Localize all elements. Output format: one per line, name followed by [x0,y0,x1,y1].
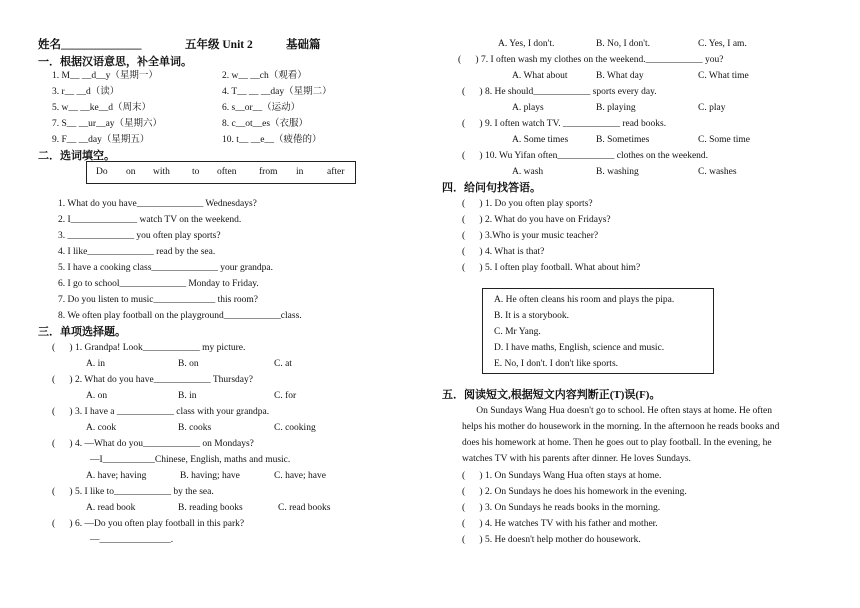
mc-option: B. What day [596,71,644,81]
mc-question: ( ) 3. I have a ____________ class with your grandpa. [52,407,270,417]
passage-line: On Sundays Wang Hua doesn't go to school. He often stays at home. He often [462,406,772,416]
word-item: 6. s__or__（运动） [222,103,301,113]
word-bank-word: on [126,167,136,177]
mc-option: A. plays [512,103,544,113]
answer-option: B. It is a storybook. [494,311,569,321]
mc-option: C. Yes, I am. [698,39,747,49]
match-question: ( ) 5. I often play football. What about him? [462,263,641,273]
tf-statement: ( ) 1. On Sundays Wang Hua often stays at home. [462,471,662,481]
passage-line: does his homework at home. Then he goes out to play football. In the evening, he [462,438,772,448]
word-bank-word: Do [96,167,108,177]
mc-option: C. for [274,391,297,401]
fill-blank-item: 1. What do you have______________ Wednesdays? [58,199,257,209]
mc-option: A. Some times [512,135,569,145]
tf-statement: ( ) 3. On Sundays he reads books in the morning. [462,503,661,513]
answer-option: C. Mr Yang. [494,327,541,337]
passage-line: watches TV with his parents after dinner. He loves Sundays. [462,454,691,464]
tf-statement: ( ) 4. He watches TV with his father and mother. [462,519,658,529]
mc-option: C. at [274,359,292,369]
tf-statement: ( ) 5. He doesn't help mother do housework. [462,535,641,545]
mc-question: ( ) 8. He should____________ sports every day. [462,87,657,97]
mc-question: ( ) 4. —What do you____________ on Mondays? [52,439,254,449]
word-bank-word: in [296,167,304,177]
level-title: 基础篇 [286,39,321,51]
mc-question: ( ) 6. —Do you often play football in this park? [52,519,245,529]
fill-blank-item: 8. We often play football on the playground____________class. [58,311,302,321]
section5-title: 五．阅读短文,根据短文内容判断正(T)误(F)。 [442,389,661,401]
grade-unit-title: 五年级 Unit 2 [185,39,253,51]
match-question: ( ) 4. What is that? [462,247,545,257]
mc-option: A. on [86,391,108,401]
word-bank-word: with [153,167,170,177]
name-field-label: 姓名______________ [38,39,142,51]
mc-option: C. What time [698,71,749,81]
answer-option: A. He often cleans his room and plays the pipa. [494,295,675,305]
match-question: ( ) 3.Who is your music teacher? [462,231,599,241]
fill-blank-item: 7. Do you listen to music_____________ this room? [58,295,259,305]
mc-option: B. playing [596,103,636,113]
mc-option: A. have; having [86,471,147,481]
mc-question: ( ) 2. What do you have____________ Thursday? [52,375,253,385]
mc-question-line2: —_______________. [90,535,174,545]
word-bank-word: to [192,167,200,177]
mc-option: C. cooking [274,423,316,433]
match-question: ( ) 1. Do you often play sports? [462,199,593,209]
word-item: 3. r__ __d（读） [52,87,120,97]
mc-option: A. wash [512,167,544,177]
mc-option: A. in [86,359,105,369]
mc-option: A. What about [512,71,568,81]
mc-option: A. cook [86,423,117,433]
mc-option: B. in [178,391,197,401]
answer-option: E. No, I don't. I don't like sports. [494,359,619,369]
word-item: 9. F__ __day（星期五） [52,135,150,145]
answers-box [482,288,714,374]
fill-blank-item: 4. I like______________ read by the sea. [58,247,216,257]
mc-option: C. Some time [698,135,750,145]
word-item: 8. c__ot__es（衣服） [222,119,309,129]
tf-statement: ( ) 2. On Sundays he does his homework in the evening. [462,487,687,497]
word-item: 10. t__ __e__（疲倦的） [222,135,322,145]
mc-option: B. washing [596,167,639,177]
mc-question: ( ) 5. I like to____________ by the sea. [52,487,214,497]
mc-option: B. reading books [178,503,243,513]
mc-option: C. have; have [274,471,326,481]
mc-option: B. cooks [178,423,212,433]
section1-title: 一．根据汉语意思，补全单词。 [38,56,192,68]
mc-option: B. on [178,359,199,369]
mc-question-line2: —I___________Chinese, English, maths and music. [90,455,291,465]
mc-option: A. Yes, I don't. [498,39,555,49]
mc-question: ( ) 1. Grandpa! Look____________ my picture. [52,343,246,353]
section4-title: 四．给问句找答语。 [442,182,541,194]
mc-question: ( ) 9. I often watch TV. ____________ read books. [462,119,667,129]
fill-blank-item: 6. I go to school______________ Monday to Friday. [58,279,259,289]
mc-option: C. read books [278,503,331,513]
word-item: 5. w__ __ke__d（周末） [52,103,151,113]
mc-question: ( ) 10. Wu Yifan often____________ clothes on the weekend. [462,151,709,161]
fill-blank-item: 2. I______________ watch TV on the weekend. [58,215,242,225]
answer-option: D. I have maths, English, science and music. [494,343,665,353]
mc-option: B. No, I don't. [596,39,650,49]
word-item: 4. T__ __ __day（星期二） [222,87,332,97]
word-bank-word: after [327,167,345,177]
word-bank-box [86,161,356,184]
passage-line: helps his mother do housework in the morning. In the afternoon he reads books and [462,422,780,432]
word-item: 7. S__ __ur__ay（星期六） [52,119,163,129]
fill-blank-item: 3. ______________ you often play sports? [58,231,221,241]
word-item: 1. M__ __d__y（星期一） [52,71,158,81]
match-question: ( ) 2. What do you have on Fridays? [462,215,611,225]
mc-option: B. having; have [180,471,240,481]
word-item: 2. w__ __ch（观看） [222,71,307,81]
mc-option: A. read book [86,503,136,513]
fill-blank-item: 5. I have a cooking class______________ your grandpa. [58,263,274,273]
word-bank-word: often [217,167,237,177]
mc-option: C. washes [698,167,737,177]
section2-title: 二．选词填空。 [38,150,115,162]
mc-question: ( ) 7. I often wash my clothes on the weekend.____________ you? [458,55,724,65]
mc-option: B. Sometimes [596,135,650,145]
mc-option: C. play [698,103,726,113]
word-bank-word: from [259,167,278,177]
section3-title: 三．单项选择题。 [38,326,126,338]
